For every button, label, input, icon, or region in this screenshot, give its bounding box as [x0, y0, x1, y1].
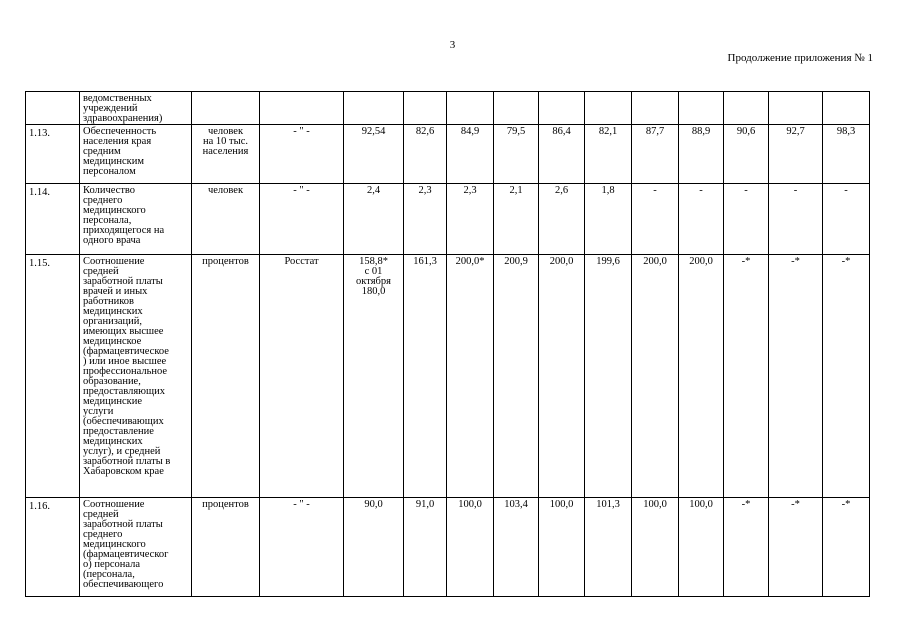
value-cell: 92,54: [344, 125, 404, 184]
value-cell: 100,0: [447, 498, 494, 597]
table-row: [26, 92, 870, 125]
value-cell: 100,0: [539, 498, 585, 597]
value-cell: [632, 92, 679, 125]
row-number: 1.13.: [26, 125, 80, 184]
indicator-name: [80, 184, 192, 255]
value-cell: 2,3: [447, 184, 494, 255]
indicator-name-text: Количество среднего медицинского персонала, приходящегося на одного врача: [83, 185, 165, 246]
unit-cell: процентов: [192, 498, 260, 597]
value-cell: 92,7: [769, 125, 823, 184]
source-cell: - " -: [260, 184, 344, 255]
source-cell: Росстат: [260, 255, 344, 498]
row-number: 1.15.: [26, 255, 80, 498]
row-number: 1.16.: [26, 498, 80, 597]
indicator-name: [80, 125, 192, 184]
value-cell: -*: [769, 255, 823, 498]
value-cell: 200,9: [494, 255, 539, 498]
value-cell: [344, 255, 404, 498]
value-cell: 87,7: [632, 125, 679, 184]
value-cell: [344, 92, 404, 125]
value-cell: 2,1: [494, 184, 539, 255]
value-cell: 84,9: [447, 125, 494, 184]
unit-cell: [192, 92, 260, 125]
indicator-name-text: ведомственных учреждений здравоохранения): [83, 93, 163, 124]
page-number: 3: [449, 39, 456, 51]
value-cell: 2,6: [539, 184, 585, 255]
appendix-note: Продолжение приложения № 1: [727, 52, 873, 64]
value-cell: 90,0: [344, 498, 404, 597]
indicator-name-text: Соотношение средней заработной платы среднего медицинского (фармацевтическог о) персонала (персонала, обеспечивающего: [83, 499, 169, 590]
value-cell: 82,1: [585, 125, 632, 184]
value-cell: 2,4: [344, 184, 404, 255]
value-cell: 101,3: [585, 498, 632, 597]
source-cell: - " -: [260, 498, 344, 597]
indicator-name-text: Обеспеченность населения края средним медицинским персоналом: [83, 126, 157, 177]
value-cell: 98,3: [823, 125, 870, 184]
table-row: [26, 498, 870, 597]
value-cell: -*: [724, 255, 769, 498]
source-cell: [260, 92, 344, 125]
value-cell: 2,3: [404, 184, 447, 255]
table-row: [26, 125, 870, 184]
row-number: [26, 92, 80, 125]
value-cell: 82,6: [404, 125, 447, 184]
value-cell: 88,9: [679, 125, 724, 184]
value-cell: [539, 92, 585, 125]
table-row: [26, 255, 870, 498]
row-number: 1.14.: [26, 184, 80, 255]
value-cell: -: [769, 184, 823, 255]
value-cell: 79,5: [494, 125, 539, 184]
value-cell: 200,0: [539, 255, 585, 498]
value-cell: 90,6: [724, 125, 769, 184]
value-cell: [724, 92, 769, 125]
value-text: 158,8* с 01 октября 180,0: [356, 256, 391, 297]
value-cell: [494, 92, 539, 125]
value-cell: 199,6: [585, 255, 632, 498]
value-cell: -*: [769, 498, 823, 597]
value-cell: 103,4: [494, 498, 539, 597]
indicator-name: [80, 498, 192, 597]
value-cell: 86,4: [539, 125, 585, 184]
indicator-name: [80, 255, 192, 498]
unit-cell: процентов: [192, 255, 260, 498]
source-cell: - " -: [260, 125, 344, 184]
value-cell: 1,8: [585, 184, 632, 255]
indicator-name-text: Соотношение средней заработной платы врачей и иных работников медицинских организаций, имеющих высшее медицинское (фармацевтическое ) или иное высшее профессиональное образование, предоставляющих медицинские услуги (обеспечивающих предоставление медицинских услуг), и средней заработной платы в Хабаровском крае: [83, 256, 171, 477]
value-cell: 100,0: [679, 498, 724, 597]
value-cell: -: [632, 184, 679, 255]
value-cell: 161,3: [404, 255, 447, 498]
value-cell: 200,0: [632, 255, 679, 498]
indicator-name: [80, 92, 192, 125]
unit-cell: [192, 125, 260, 184]
value-cell: -*: [823, 498, 870, 597]
value-cell: [769, 92, 823, 125]
value-cell: [585, 92, 632, 125]
value-cell: 200,0*: [447, 255, 494, 498]
value-cell: -: [724, 184, 769, 255]
value-cell: -: [679, 184, 724, 255]
unit-text: человек на 10 тыс. населения: [202, 126, 249, 157]
value-cell: 200,0: [679, 255, 724, 498]
value-cell: -*: [724, 498, 769, 597]
value-cell: -*: [823, 255, 870, 498]
value-cell: 100,0: [632, 498, 679, 597]
value-cell: [679, 92, 724, 125]
value-cell: 91,0: [404, 498, 447, 597]
unit-cell: человек: [192, 184, 260, 255]
value-cell: [447, 92, 494, 125]
value-cell: [404, 92, 447, 125]
value-cell: -: [823, 184, 870, 255]
value-cell: [823, 92, 870, 125]
indicators-table: [25, 91, 870, 597]
table-row: [26, 184, 870, 255]
